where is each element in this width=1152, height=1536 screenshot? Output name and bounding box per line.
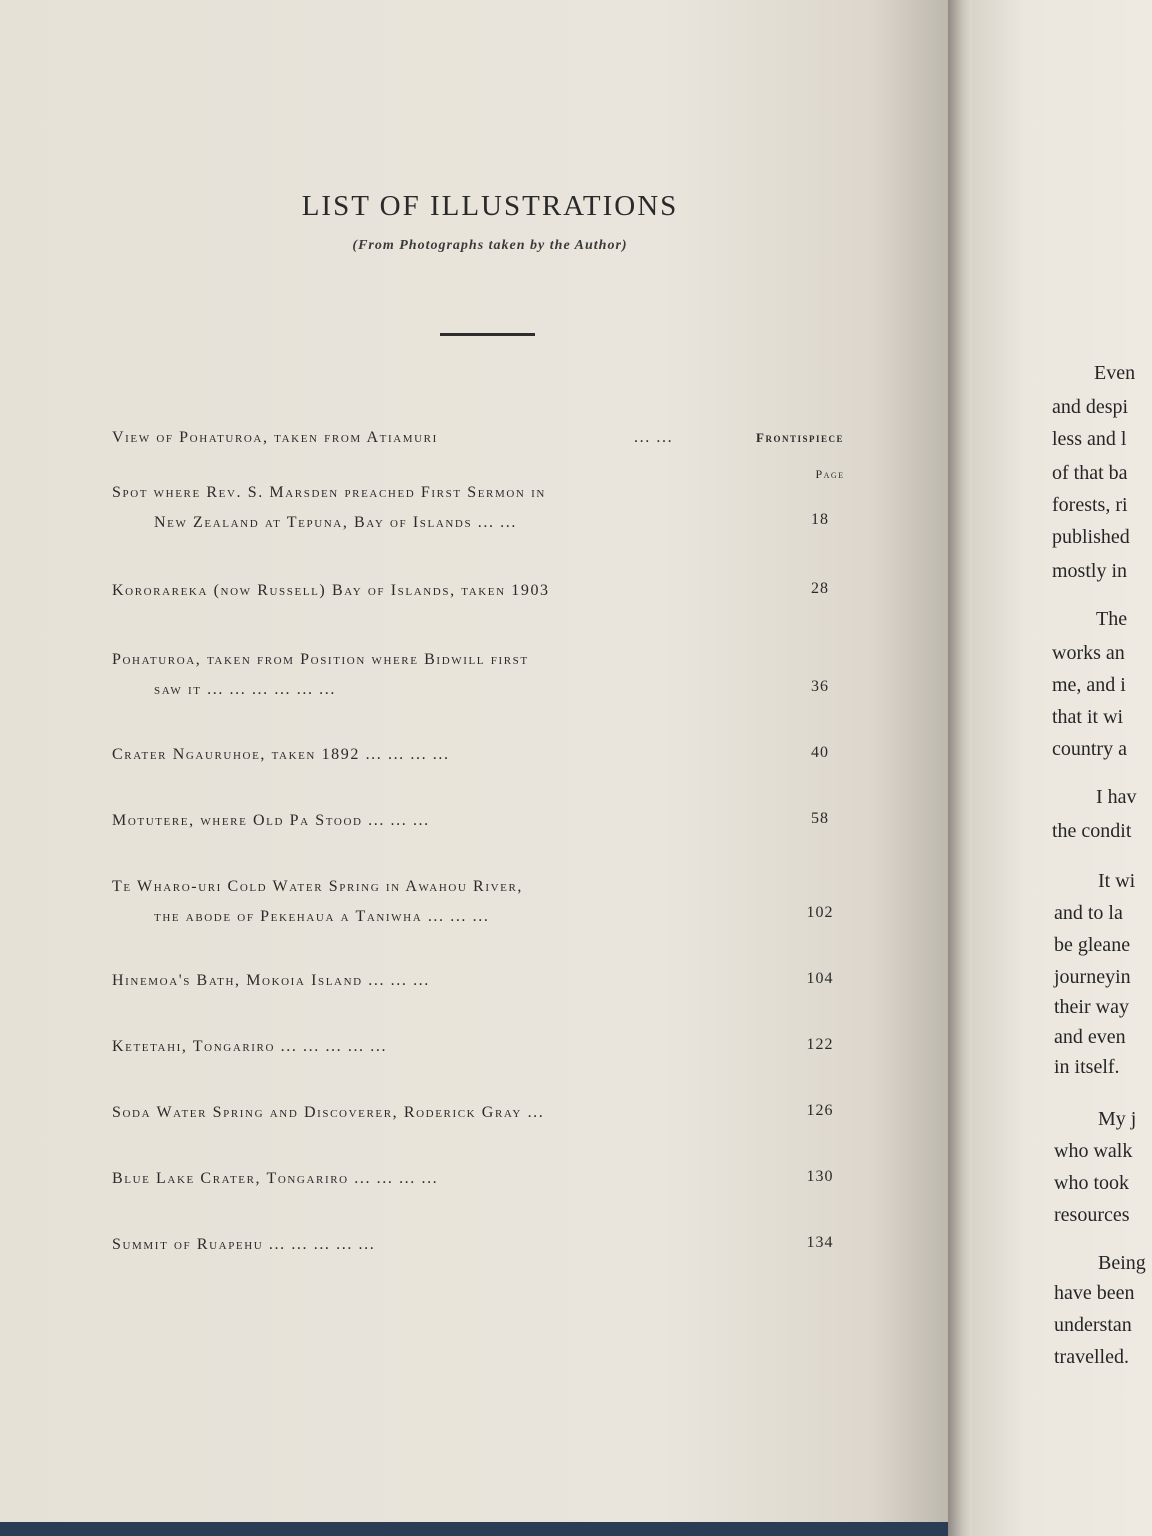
book-gutter (948, 0, 972, 1536)
text-line: published (1052, 526, 1130, 548)
text-line: who took (1054, 1172, 1129, 1194)
page-number: 130 (806, 1168, 834, 1185)
text-line: and even (1054, 1026, 1126, 1048)
page-column-header: Page (815, 467, 845, 481)
text-line: mostly in (1052, 560, 1128, 582)
page-number: 18 (811, 511, 829, 528)
text-line: My j (1098, 1108, 1137, 1130)
entry-title-continued: the abode of Pekehaua a Taniwha ... ... ... (154, 908, 490, 925)
list-item (112, 576, 752, 606)
entry-title: Crater Ngauruhoe, taken 1892 ... ... ... ... (112, 746, 450, 763)
text-line: travelled. (1054, 1346, 1129, 1368)
list-item (112, 1164, 752, 1194)
list-item (112, 740, 752, 770)
entry-title: View of Pohaturoa, taken from Atiamuri (112, 429, 438, 446)
text-line: Being (1098, 1252, 1146, 1274)
text-line: have been (1054, 1282, 1135, 1304)
list-item (112, 872, 752, 932)
entry-title: Hinemoa's Bath, Mokoia Island ... ... ... (112, 972, 430, 989)
page-title: LIST OF ILLUSTRATIONS (301, 190, 679, 222)
text-line: I hav (1096, 786, 1137, 808)
entry-title: Soda Water Spring and Discoverer, Roderick Gray ... (112, 1104, 545, 1121)
text-line: and to la (1054, 902, 1123, 924)
text-line: works an (1052, 642, 1125, 664)
list-item (112, 1032, 752, 1062)
list-item (112, 478, 752, 538)
page-number: 28 (811, 580, 829, 597)
entry-title: Summit of Ruapehu ... ... ... ... ... (112, 1236, 376, 1253)
text-line: the condit (1052, 820, 1132, 842)
text-line: and despi (1052, 396, 1129, 418)
list-item (112, 806, 752, 836)
list-item (112, 645, 752, 705)
page-number: 104 (806, 970, 834, 987)
page-number: 126 (806, 1102, 834, 1119)
text-line: The (1096, 608, 1128, 630)
page-number: 102 (806, 904, 834, 921)
text-line: who walk (1054, 1140, 1133, 1162)
page-number: 58 (811, 810, 829, 827)
text-line: country a (1052, 738, 1127, 760)
text-line: forests, ri (1052, 494, 1128, 516)
text-line: journeyin (1054, 966, 1131, 988)
page-number: 36 (811, 678, 829, 695)
entry-title: Spot where Rev. S. Marsden preached First Sermon in (112, 484, 546, 501)
text-line: in itself. (1054, 1056, 1120, 1078)
page-subtitle: (From Photographs taken by the Author) (352, 238, 628, 253)
frontispiece-label: Frontispiece (756, 430, 844, 445)
list-item (112, 423, 752, 453)
right-page (972, 0, 1152, 1536)
text-line: less and l (1052, 428, 1127, 450)
text-line: It wi (1098, 870, 1136, 892)
entry-title: Kororareka (now Russell) Bay of Islands, taken 1903 (112, 582, 550, 599)
entry-title: Pohaturoa, taken from Position where Bidwill first (112, 651, 529, 668)
entry-title: Blue Lake Crater, Tongariro ... ... ... ... (112, 1170, 439, 1187)
text-line: that it wi (1052, 706, 1124, 728)
text-line: understan (1054, 1314, 1132, 1336)
entry-title: Te Wharo-uri Cold Water Spring in Awahou River, (112, 878, 523, 895)
text-line: be gleane (1054, 934, 1131, 956)
entry-title: Motutere, where Old Pa Stood ... ... ... (112, 812, 430, 829)
page-number: 40 (811, 744, 829, 761)
text-line: Even (1094, 362, 1136, 384)
text-line: their way (1054, 996, 1129, 1018)
text-line: of that ba (1052, 462, 1128, 484)
text-line: me, and i (1052, 674, 1126, 696)
list-item (112, 1230, 752, 1260)
entry-title-continued: saw it ... ... ... ... ... ... (154, 681, 336, 698)
list-item (112, 966, 752, 996)
title-rule (440, 333, 535, 336)
entry-title: Ketetahi, Tongariro ... ... ... ... ... (112, 1038, 388, 1055)
page-number: 122 (806, 1036, 834, 1053)
entry-title-continued: New Zealand at Tepuna, Bay of Islands ... ... (154, 514, 517, 531)
entry-leader-dots: ... ... (634, 429, 674, 446)
page-number: 134 (806, 1234, 834, 1251)
list-item (112, 1098, 752, 1128)
text-line: resources (1054, 1204, 1130, 1226)
